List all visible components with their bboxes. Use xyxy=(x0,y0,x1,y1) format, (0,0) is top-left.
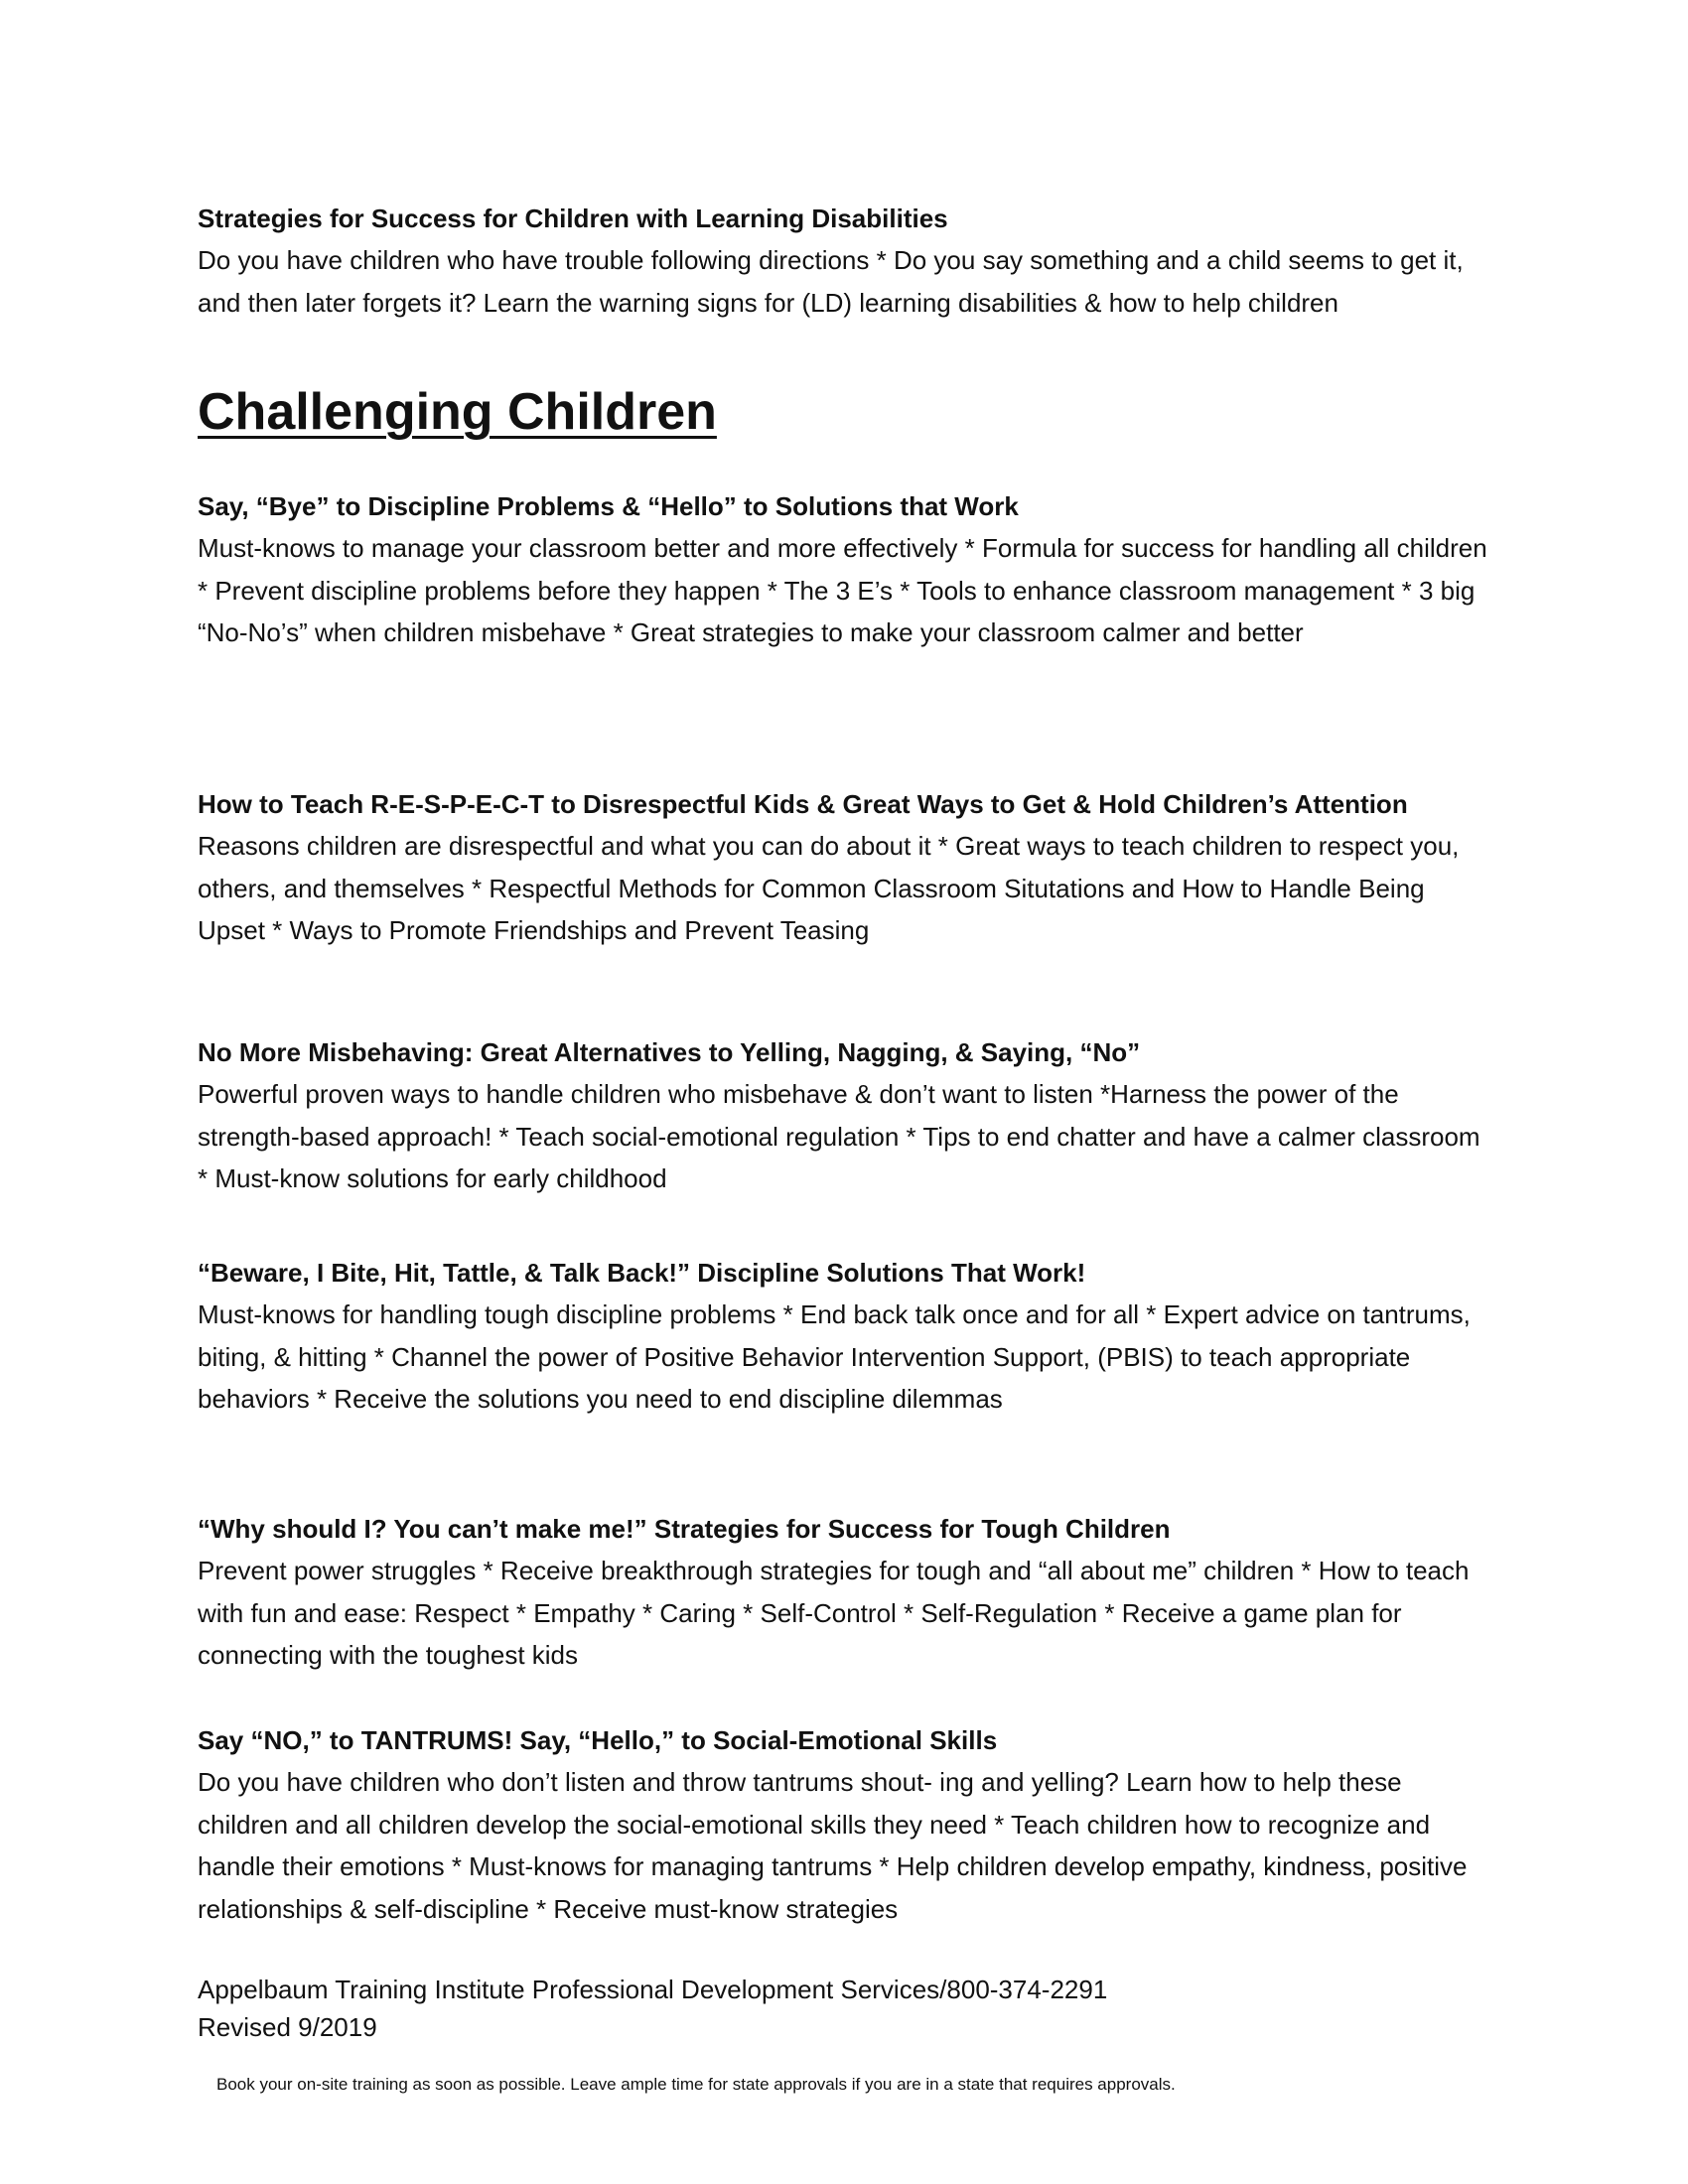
intro-heading: Strategies for Success for Children with Learning Disabilities xyxy=(198,204,948,233)
booking-note: Book your on-site training as soon as possible. Leave ample time for state approvals if you are in a state that requires approvals. xyxy=(216,2075,1176,2094)
section-body: Do you have children who don’t listen and throw tantrums shout- ing and yelling? Learn how to help these children and all children develop the social-emotional skills they need * Teach children how to recognize and handle their emotions * Must-knows for managing tantrums * Help children develop empathy, kindness, positive relationships & self-discipline * Receive must-know strategies xyxy=(198,1767,1468,1924)
section-heading: How to Teach R-E-S-P-E-C-T to Disrespectful Kids & Great Ways to Get & Hold Children’s Attention xyxy=(198,789,1408,819)
footer-block xyxy=(198,1971,1488,2046)
intro-block xyxy=(198,199,1488,324)
section-body: Powerful proven ways to handle children who misbehave & don’t want to listen *Harness the power of the strength-based approach! * Teach social-emotional regulation * Tips to end chatter and have a calmer classroom * Must-know solutions for early childhood xyxy=(198,1079,1480,1193)
section-heading: “Beware, I Bite, Hit, Tattle, & Talk Back!” Discipline Solutions That Work! xyxy=(198,1258,1086,1288)
section-heading: Say “NO,” to TANTRUMS! Say, “Hello,” to Social-Emotional Skills xyxy=(198,1725,998,1755)
section-body: Prevent power struggles * Receive breakthrough strategies for tough and “all about me” children * How to teach with fun and ease: Respect * Empathy * Caring * Self-Control * Self-Regulation * Receive a game plan for connecting with the toughest kids xyxy=(198,1556,1470,1670)
section-6 xyxy=(198,1720,1488,1930)
footer-contact: Appelbaum Training Institute Professional Development Services/800-374-2291 xyxy=(198,1975,1108,2004)
section-body: Reasons children are disrespectful and what you can do about it * Great ways to teach children to respect you, others, and themselves * Respectful Methods for Common Classroom Situtations and How to Handle Being Upset * Ways to Promote Friendships and Prevent Teasing xyxy=(198,831,1460,945)
section-body: Must-knows to manage your classroom better and more effectively * Formula for success for handling all children * Prevent discipline problems before they happen * The 3 E’s * Tools to enhance classroom management * 3 big “No-No’s” when children misbehave * Great strategies to make your classroom calmer and better xyxy=(198,533,1487,647)
section-heading: No More Misbehaving: Great Alternatives to Yelling, Nagging, & Saying, “No” xyxy=(198,1037,1141,1067)
footer-revised: Revised 9/2019 xyxy=(198,2012,377,2042)
section-5 xyxy=(198,1509,1488,1677)
section-heading: Say, “Bye” to Discipline Problems & “Hello” to Solutions that Work xyxy=(198,491,1019,521)
section-body: Must-knows for handling tough discipline problems * End back talk once and for all * Expert advice on tantrums, biting, & hitting * Channel the power of Positive Behavior Intervention Support, (PBIS) to teach appropriate behaviors * Receive the solutions you need to end discipline dilemmas xyxy=(198,1299,1471,1414)
section-1 xyxy=(198,486,1488,654)
section-title: Challenging Children xyxy=(198,383,717,441)
intro-body: Do you have children who have trouble following directions * Do you say something and a child seems to get it, and then later forgets it? Learn the warning signs for (LD) learning disabilities & how to help children xyxy=(198,245,1464,318)
section-title-block xyxy=(198,382,1488,442)
section-3 xyxy=(198,1032,1488,1200)
section-2 xyxy=(198,784,1488,952)
section-4 xyxy=(198,1253,1488,1421)
section-heading: “Why should I? You can’t make me!” Strategies for Success for Tough Children xyxy=(198,1514,1171,1544)
